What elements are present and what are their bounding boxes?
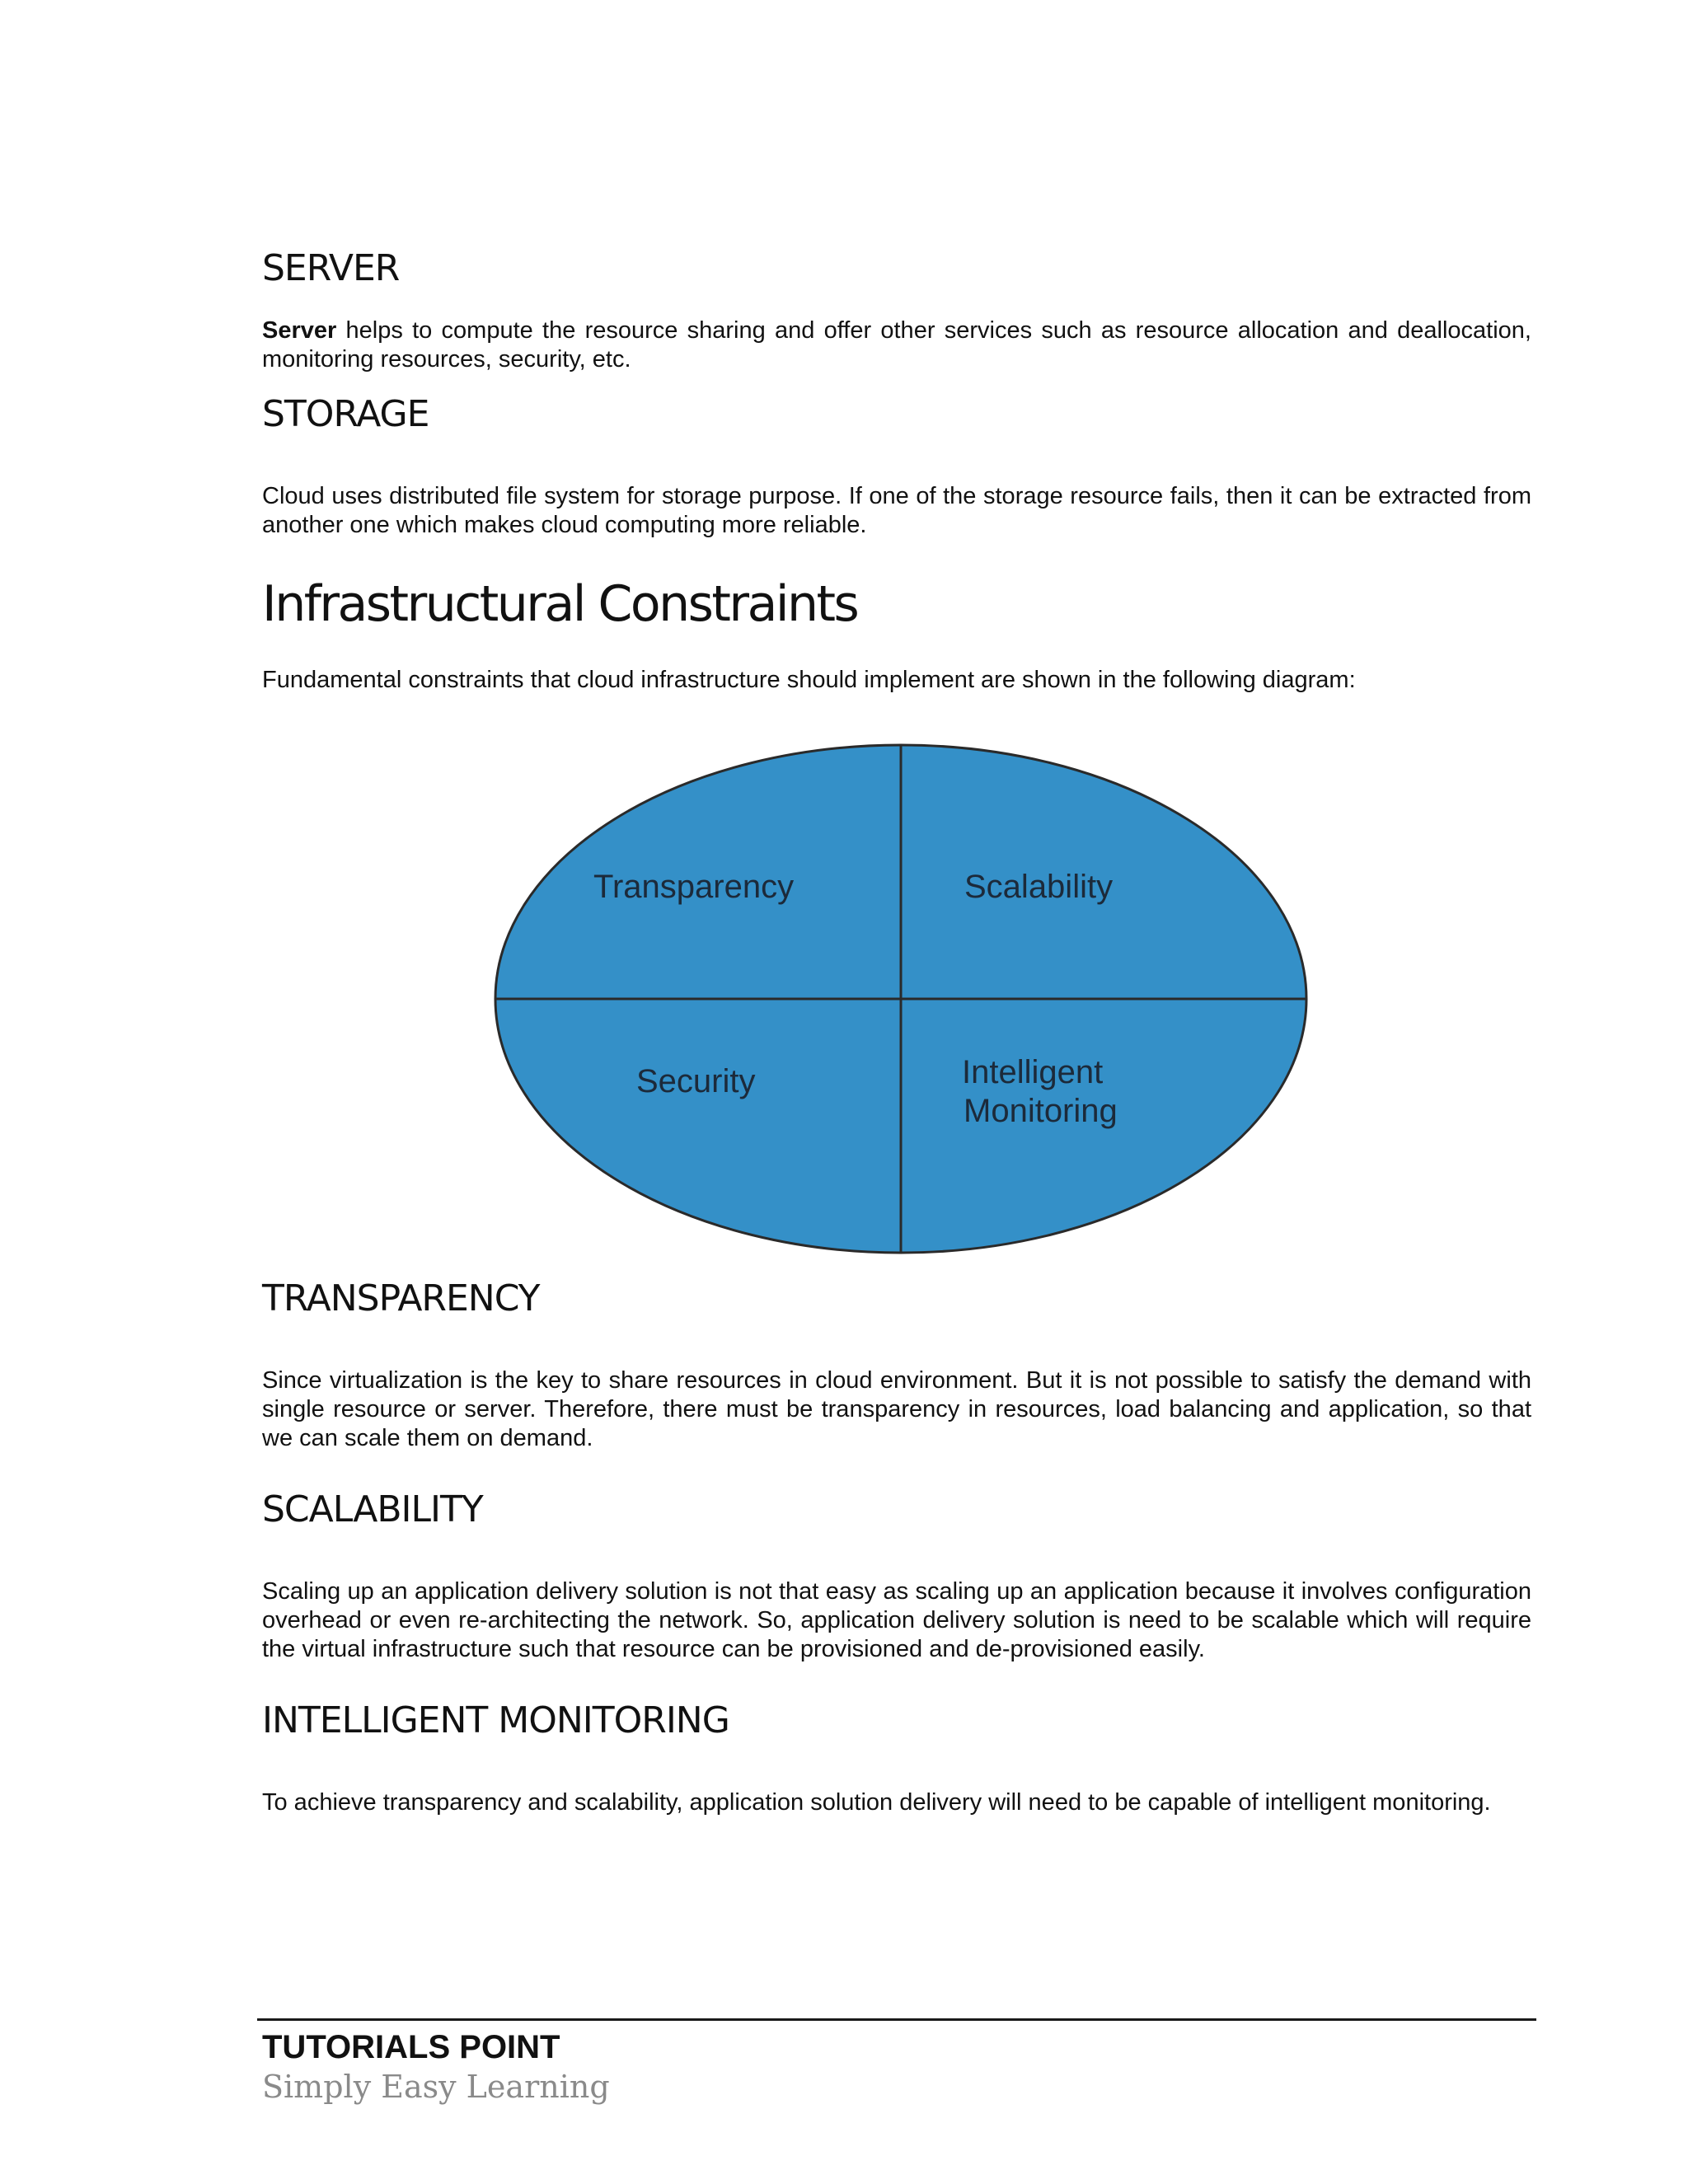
scalability-paragraph: Scaling up an application delivery solution is not that easy as scaling up an application because it involves configuration overhead or even re-architecting the network. So, application delivery solution is need to be scalable which will require the virtual infrastructure such that resource can be provisioned and de-provisioned easily. xyxy=(262,1578,1531,1662)
infrastructural-constraints-title: Infrastructural Constraints xyxy=(262,575,858,633)
footer-tagline: Simply Easy Learning xyxy=(262,2069,610,2105)
document-page xyxy=(262,0,1531,2184)
constraints-intro: Fundamental constraints that cloud infrastructure should implement are shown in the following diagram: xyxy=(262,667,1356,693)
server-paragraph xyxy=(262,316,1531,374)
quadrant-label-monitoring: Monitoring xyxy=(964,1093,1118,1129)
quadrant-label-intelligent: Intelligent xyxy=(962,1054,1104,1090)
footer-brand: TUTORIALS POINT xyxy=(262,2029,560,2065)
transparency-heading: TRANSPARENCY xyxy=(262,1277,540,1319)
constraints-diagram xyxy=(485,733,1325,1261)
quadrant-label-scalability: Scalability xyxy=(964,869,1114,905)
quadrant-label-transparency: Transparency xyxy=(593,869,795,905)
scalability-heading: SCALABILITY xyxy=(262,1488,483,1530)
quadrant-label-security: Security xyxy=(636,1063,756,1099)
transparency-paragraph: Since virtualization is the key to share resources in cloud environment. But it is not possible to satisfy the demand with single resource or server. Therefore, there must be transparency in resources, load balancing and application, so that we can scale them on demand. xyxy=(262,1367,1531,1451)
server-body: helps to compute the resource sharing and offer other services such as resource allocation and deallocation, monitoring resources, security, etc. xyxy=(262,317,1531,373)
footer-divider xyxy=(257,2018,1536,2021)
monitoring-paragraph: To achieve transparency and scalability, application solution delivery will need to be capable of intelligent monitoring. xyxy=(262,1789,1491,1816)
intelligent-monitoring-heading: INTELLIGENT MONITORING xyxy=(262,1699,729,1741)
storage-paragraph: Cloud uses distributed file system for storage purpose. If one of the storage resource fails, then it can be extracted from another one which makes cloud computing more reliable. xyxy=(262,483,1531,538)
server-lead-term: Server xyxy=(262,317,337,344)
storage-heading: STORAGE xyxy=(262,393,429,435)
server-heading: SERVER xyxy=(262,247,400,289)
